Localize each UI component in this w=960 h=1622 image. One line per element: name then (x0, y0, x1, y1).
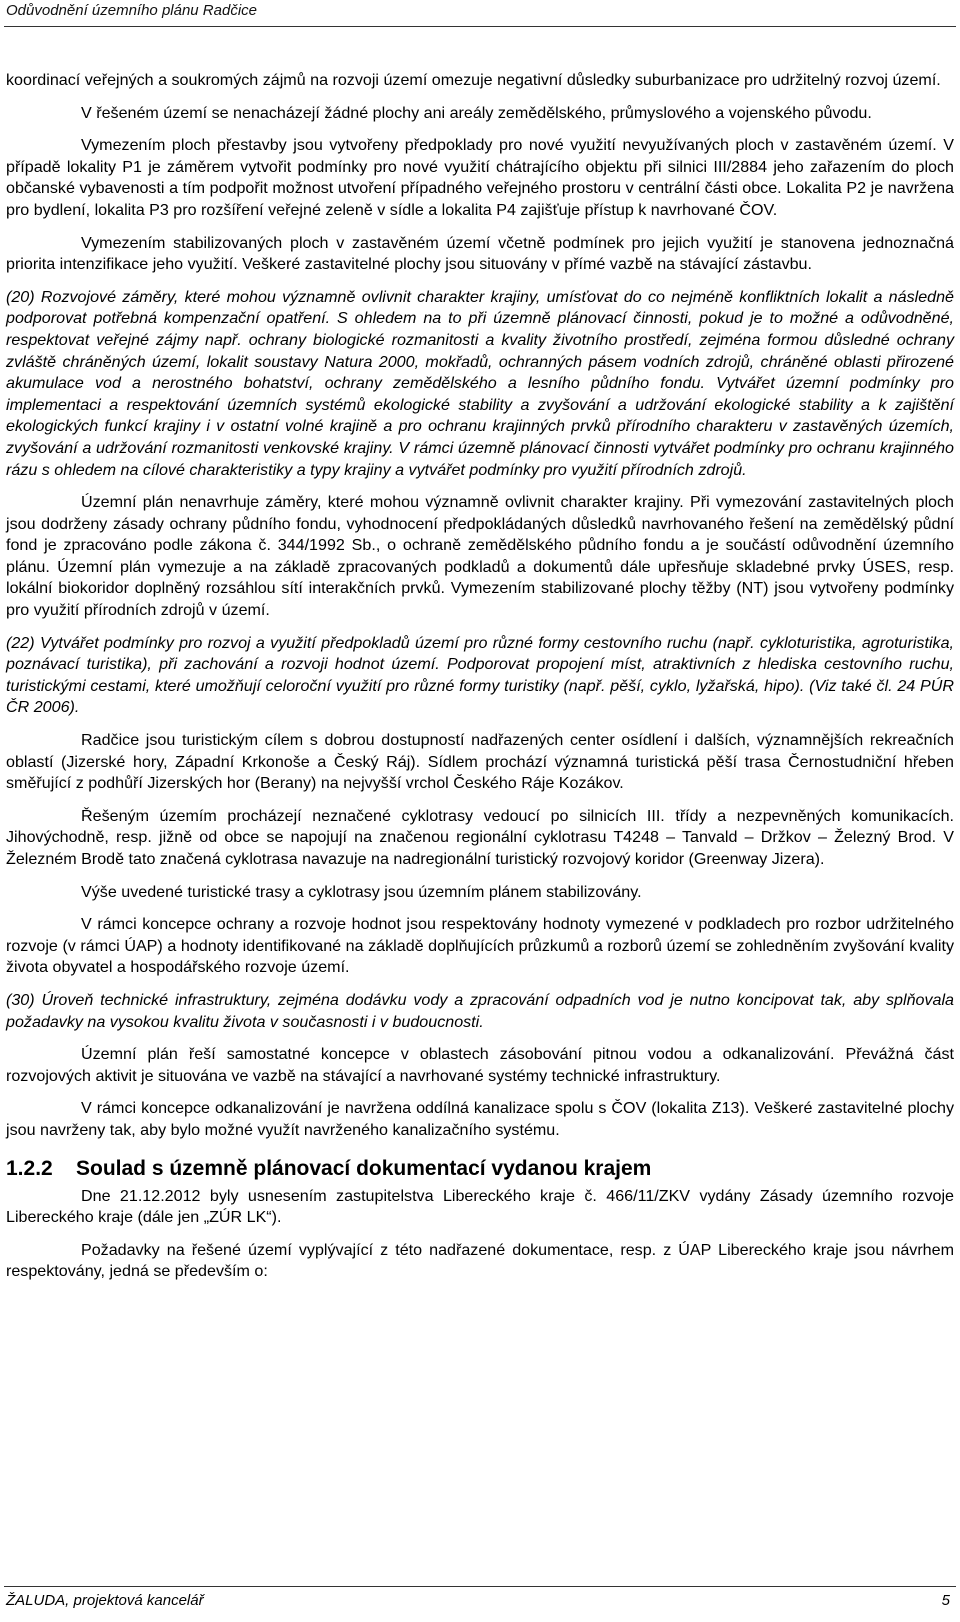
paragraph: Požadavky na řešené území vyplývající z této nadřazené dokumentace, resp. z ÚAP Libereckého kraje jsou návrhem respektovány, jedná se především o: (6, 1240, 954, 1281)
paragraph: Vymezením ploch přestavby jsou vytvořeny předpoklady pro nové využití nevyužívaných ploch v zastavěném území. V případě lokality P1 je záměrem vytvořit podmínky pro nové využití chátrajícího objektu při silnici III/2884 jeho zařazením do ploch občanské vybavenosti a tím podpořit možnost utvoření případného veřejného prostoru v centrální části obce. Lokalita P2 je navržena pro bydlení, lokalita P3 pro rozšíření veřejné zeleně v sídle a lokalita P4 zajišťuje přístup k navrhované ČOV. (6, 136, 954, 219)
paragraph: koordinací veřejných a soukromých zájmů na rozvoji území omezuje negativní důsledky suburbanizace pro udržitelný rozvoj území. (6, 71, 941, 89)
paragraph: Radčice jsou turistickým cílem s dobrou dostupností nadřazených center osídlení i dalších, významnějších rekreačních oblastí (Jizerské hory, Západní Krkonoše a Český Ráj). Sídlem prochází významná turistická pěší trasa Černostudniční hřeben směřující z podhůří Jizerských hor (Berany) na nejvyšší vrchol Českého Ráje Kozákov. (6, 731, 954, 793)
paragraph: Vymezením stabilizovaných ploch v zastavěném území včetně podmínek pro jejich využití je stanovena jednoznačná priorita intenzifikace jeho využití. Veškeré zastavitelné plochy jsou situovány v přímé vazbě na stávající zástavbu. (6, 233, 954, 274)
paragraph: Územní plán nenavrhuje záměry, které mohou významně ovlivnit charakter krajiny. Při vymezování zastavitelných ploch jsou dodrženy zásady ochrany půdního fondu, vyhodnocení předpokládaných důsledků navrhovaného řešení na zemědělský půdní fond je zpracováno podle zákona č. 344/1992 Sb., o ochraně zemědělského půdního fondu a je součástí odůvodnění územního plánu. Územní plán vymezuje a na základě zpracovaných podkladů a dokumentů dále upřesňuje skladebné prvky ÚSES, resp. lokální biokoridor doplněný rozsáhlou sítí interakčních prvků. Vymezením stabilizované plochy těžby (NT) jsou vytvořeny podmínky pro využití přírodních zdrojů v území. (6, 493, 954, 620)
paragraph: Výše uvedené turistické trasy a cyklotrasy jsou územním plánem stabilizovány. (81, 882, 642, 901)
section-number: 1.2.2 (6, 1156, 53, 1180)
paragraph: V rámci koncepce odkanalizování je navržena oddílná kanalizace spolu s ČOV (lokalita Z13). Veškeré zastavitelné plochy jsou navrženy tak, aby bylo možné využít navrženého kanalizačního systému. (6, 1099, 954, 1139)
paragraph: V řešeném území se nenacházejí žádné plochy ani areály zemědělského, průmyslového a vojenského původu. (81, 103, 872, 122)
policy-item-22: (22) Vytvářet podmínky pro rozvoj a využití předpokladů území pro různé formy cestovního ruchu (např. cykloturistika, agroturistika, poznávací turistika), při zachování a rozvoji hodnot území. Podporovat propojení míst, atraktivních z hlediska cestovního ruchu, turistickými cestami, které umožňují celoroční využití pro různé formy turistiky (např. pěší, cyklo, lyžařská, hipo). (Viz také čl. 24 PÚR ČR 2006). (6, 633, 954, 717)
section-heading (6, 1154, 954, 1184)
policy-item-30: (30) Úroveň technické infrastruktury, zejména dodávku vody a zpracování odpadních vod je nutno koncipovat tak, aby splňovala požadavky na vysokou kvalitu života v současnosti i v budoucnosti. (6, 990, 954, 1031)
page-header: Odůvodnění územního plánu Radčice (6, 2, 258, 19)
policy-item-20: (20) Rozvojové záměry, které mohou významně ovlivnit charakter krajiny, umísťovat do co nejméně konfliktních lokalit a následně podporovat potřebná kompenzační opatření. S ohledem na to při územně plánovací činnosti, pokud je to možné a odůvodněné, respektovat veřejné zájmy např. ochrany biologické rozmanitosti a kvality životního prostředí, zejména formou důsledné ochrany zvláště chráněných území, lokalit soustavy Natura 2000, mokřadů, ochranných pásem vodních zdrojů, chráněné oblasti přirozené akumulace vod a nerostného bohatství, ochrany zemědělského a lesního půdního fondu. Vytvářet územní podmínky pro implementaci a respektování územních systémů ekologické stability a zvyšování a udržování ekologické stability a k zajištění ekologických funkcí krajiny i v ostatní volné krajině a pro ochranu krajinných prvků přírodního charakteru v zastavěných územích, zvyšování a udržování rozmanitosti venkovské krajiny. V rámci územně plánovací činnosti vytvářet podmínky pro ochranu krajinného rázu s ohledem na cílové charakteristiky a typy krajiny a vytvářet podmínky pro využití přírodních zdrojů. (6, 287, 954, 479)
footer-divider (4, 1586, 956, 1587)
document-body (6, 70, 954, 1283)
page-number: 5 (941, 1592, 950, 1609)
paragraph: V rámci koncepce ochrany a rozvoje hodnot jsou respektovány hodnoty vymezené v podkladech pro rozbor udržitelného rozvoje (v rámci ÚAP) a hodnoty identifikované na základě doplňujících průzkumů a rozborů území se zohledněním zvyšování kvality života obyvatel a hospodářského rozvoje území. (6, 915, 954, 977)
header-divider (4, 26, 956, 27)
footer-company: ŽALUDA, projektová kancelář (6, 1592, 204, 1609)
paragraph: Územní plán řeší samostatné koncepce v oblastech zásobování pitnou vodou a odkanalizování. Převážná část rozvojových aktivit je situována ve vazbě na stávající a navrhované systémy technické infrastruktury. (6, 1045, 954, 1085)
paragraph: Dne 21.12.2012 byly usnesením zastupitelstva Libereckého kraje č. 466/11/ZKV vydány Zásady územního rozvoje Libereckého kraje (dále jen „ZÚR LK“). (6, 1186, 954, 1227)
section-title: Soulad s územně plánovací dokumentací vydanou krajem (76, 1156, 652, 1180)
paragraph: Řešeným územím procházejí neznačené cyklotrasy vedoucí po silnicích III. třídy a nezpevněných komunikacích. Jihovýchodně, resp. jižně od obce se napojují na značenou regionální cyklotrasu T4248 – Tanvald – Držkov – Železný Brod. V Železném Brodě tato značená cyklotrasa navazuje na nadregionální turistický rozvojový koridor (Greenway Jizera). (6, 806, 954, 868)
